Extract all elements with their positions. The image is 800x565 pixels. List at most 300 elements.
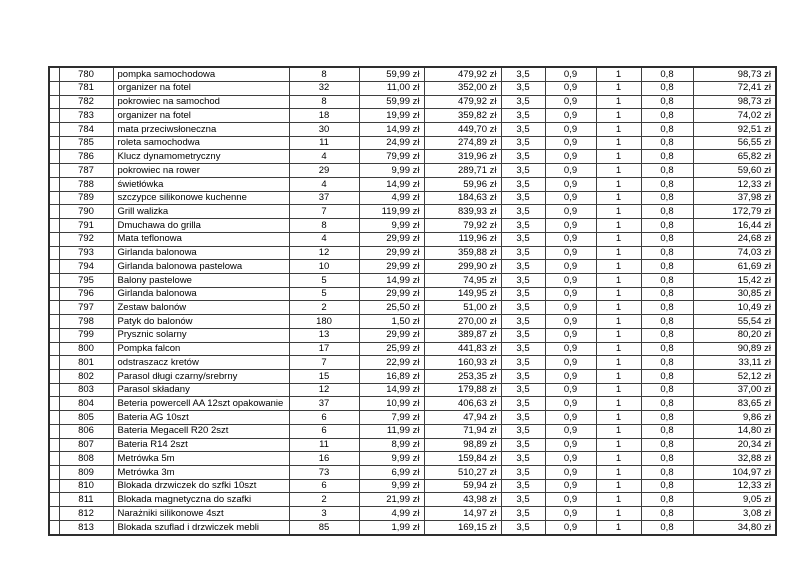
unit-price-cell: 7,99 zł [359, 411, 424, 425]
result-price-cell: 83,65 zł [693, 397, 776, 411]
spacer-cell [49, 424, 59, 438]
result-price-cell: 24,68 zł [693, 232, 776, 246]
factor3-cell: 1 [596, 369, 641, 383]
factor2-cell: 0,9 [545, 507, 596, 521]
table-row [49, 205, 776, 219]
factor3-cell: 1 [596, 383, 641, 397]
factor1-cell: 3,5 [501, 356, 545, 370]
table-row [49, 411, 776, 425]
result-price-cell: 37,00 zł [693, 383, 776, 397]
result-price-cell: 37,98 zł [693, 191, 776, 205]
product-name-cell: Mata teflonowa [113, 232, 289, 246]
total-price-cell: 389,87 zł [424, 328, 501, 342]
factor3-cell: 1 [596, 232, 641, 246]
product-name-cell: Patyk do balonów [113, 315, 289, 329]
product-name-cell: pompka samochodowa [113, 67, 289, 81]
result-price-cell: 34,80 zł [693, 520, 776, 535]
table-row [49, 493, 776, 507]
total-price-cell: 441,83 zł [424, 342, 501, 356]
unit-price-cell: 22,99 zł [359, 356, 424, 370]
result-price-cell: 55,54 zł [693, 315, 776, 329]
quantity-cell: 5 [289, 273, 359, 287]
spacer-cell [49, 109, 59, 123]
table-row [49, 150, 776, 164]
factor2-cell: 0,9 [545, 260, 596, 274]
unit-price-cell: 25,99 zł [359, 342, 424, 356]
quantity-cell: 8 [289, 67, 359, 81]
row-number-cell: 782 [59, 95, 113, 109]
table-row [49, 315, 776, 329]
factor1-cell: 3,5 [501, 205, 545, 219]
spacer-cell [49, 205, 59, 219]
spacer-cell [49, 328, 59, 342]
result-price-cell: 65,82 zł [693, 150, 776, 164]
factor3-cell: 1 [596, 136, 641, 150]
spacer-cell [49, 301, 59, 315]
row-number-cell: 797 [59, 301, 113, 315]
quantity-cell: 17 [289, 342, 359, 356]
factor1-cell: 3,5 [501, 287, 545, 301]
factor3-cell: 1 [596, 466, 641, 480]
product-name-cell: Klucz dynamometryczny [113, 150, 289, 164]
total-price-cell: 47,94 zł [424, 411, 501, 425]
spacer-cell [49, 260, 59, 274]
unit-price-cell: 25,50 zł [359, 301, 424, 315]
factor2-cell: 0,9 [545, 438, 596, 452]
quantity-cell: 4 [289, 150, 359, 164]
product-name-cell: Girlanda balonowa [113, 246, 289, 260]
unit-price-cell: 14,99 zł [359, 123, 424, 137]
factor2-cell: 0,9 [545, 452, 596, 466]
factor4-cell: 0,8 [641, 177, 693, 191]
total-price-cell: 14,97 zł [424, 507, 501, 521]
factor3-cell: 1 [596, 507, 641, 521]
factor2-cell: 0,9 [545, 95, 596, 109]
factor1-cell: 3,5 [501, 232, 545, 246]
result-price-cell: 12,33 zł [693, 177, 776, 191]
unit-price-cell: 6,99 zł [359, 466, 424, 480]
unit-price-cell: 9,99 zł [359, 452, 424, 466]
result-price-cell: 104,97 zł [693, 466, 776, 480]
factor4-cell: 0,8 [641, 328, 693, 342]
factor3-cell: 1 [596, 397, 641, 411]
unit-price-cell: 14,99 zł [359, 273, 424, 287]
spacer-cell [49, 191, 59, 205]
spacer-cell [49, 493, 59, 507]
unit-price-cell: 29,99 zł [359, 328, 424, 342]
factor4-cell: 0,8 [641, 356, 693, 370]
total-price-cell: 319,96 zł [424, 150, 501, 164]
factor1-cell: 3,5 [501, 493, 545, 507]
table-row [49, 424, 776, 438]
total-price-cell: 159,84 zł [424, 452, 501, 466]
unit-price-cell: 24,99 zł [359, 136, 424, 150]
row-number-cell: 783 [59, 109, 113, 123]
product-name-cell: Metrówka 3m [113, 466, 289, 480]
row-number-cell: 802 [59, 369, 113, 383]
factor1-cell: 3,5 [501, 369, 545, 383]
factor4-cell: 0,8 [641, 397, 693, 411]
table-row [49, 109, 776, 123]
spacer-cell [49, 507, 59, 521]
table-row [49, 136, 776, 150]
product-name-cell: świetłówka [113, 177, 289, 191]
result-price-cell: 92,51 zł [693, 123, 776, 137]
factor3-cell: 1 [596, 219, 641, 233]
factor3-cell: 1 [596, 315, 641, 329]
factor3-cell: 1 [596, 356, 641, 370]
spacer-cell [49, 397, 59, 411]
factor2-cell: 0,9 [545, 342, 596, 356]
total-price-cell: 59,96 zł [424, 177, 501, 191]
factor4-cell: 0,8 [641, 301, 693, 315]
result-price-cell: 10,49 zł [693, 301, 776, 315]
factor1-cell: 3,5 [501, 136, 545, 150]
total-price-cell: 274,89 zł [424, 136, 501, 150]
row-number-cell: 781 [59, 81, 113, 95]
row-number-cell: 803 [59, 383, 113, 397]
table-row [49, 452, 776, 466]
row-number-cell: 793 [59, 246, 113, 260]
quantity-cell: 8 [289, 219, 359, 233]
spacer-cell [49, 67, 59, 81]
spacer-cell [49, 219, 59, 233]
row-number-cell: 800 [59, 342, 113, 356]
result-price-cell: 98,73 zł [693, 67, 776, 81]
table-row [49, 342, 776, 356]
factor1-cell: 3,5 [501, 260, 545, 274]
product-name-cell: szczypce silikonowe kuchenne [113, 191, 289, 205]
quantity-cell: 15 [289, 369, 359, 383]
factor2-cell: 0,9 [545, 177, 596, 191]
row-number-cell: 796 [59, 287, 113, 301]
unit-price-cell: 11,00 zł [359, 81, 424, 95]
factor1-cell: 3,5 [501, 246, 545, 260]
factor2-cell: 0,9 [545, 424, 596, 438]
factor4-cell: 0,8 [641, 411, 693, 425]
unit-price-cell: 16,89 zł [359, 369, 424, 383]
factor3-cell: 1 [596, 287, 641, 301]
table-row [49, 356, 776, 370]
table-row [49, 95, 776, 109]
total-price-cell: 289,71 zł [424, 164, 501, 178]
quantity-cell: 11 [289, 438, 359, 452]
unit-price-cell: 14,99 zł [359, 383, 424, 397]
product-name-cell: organizer na fotel [113, 81, 289, 95]
product-name-cell: Parasol składany [113, 383, 289, 397]
unit-price-cell: 59,99 zł [359, 95, 424, 109]
product-name-cell: Blokada magnetyczna do szafki [113, 493, 289, 507]
factor4-cell: 0,8 [641, 466, 693, 480]
unit-price-cell: 1,99 zł [359, 520, 424, 535]
result-price-cell: 33,11 zł [693, 356, 776, 370]
total-price-cell: 71,94 zł [424, 424, 501, 438]
factor3-cell: 1 [596, 150, 641, 164]
factor3-cell: 1 [596, 246, 641, 260]
factor1-cell: 3,5 [501, 164, 545, 178]
factor1-cell: 3,5 [501, 466, 545, 480]
quantity-cell: 6 [289, 479, 359, 493]
quantity-cell: 37 [289, 397, 359, 411]
factor2-cell: 0,9 [545, 81, 596, 95]
row-number-cell: 789 [59, 191, 113, 205]
row-number-cell: 809 [59, 466, 113, 480]
row-number-cell: 786 [59, 150, 113, 164]
unit-price-cell: 29,99 zł [359, 260, 424, 274]
quantity-cell: 37 [289, 191, 359, 205]
spacer-cell [49, 95, 59, 109]
factor2-cell: 0,9 [545, 246, 596, 260]
spacer-cell [49, 232, 59, 246]
factor2-cell: 0,9 [545, 493, 596, 507]
result-price-cell: 9,86 zł [693, 411, 776, 425]
table-row [49, 123, 776, 137]
factor2-cell: 0,9 [545, 301, 596, 315]
unit-price-cell: 29,99 zł [359, 246, 424, 260]
spacer-cell [49, 164, 59, 178]
product-name-cell: Dmuchawa do grilla [113, 219, 289, 233]
table-row [49, 164, 776, 178]
factor2-cell: 0,9 [545, 123, 596, 137]
factor4-cell: 0,8 [641, 273, 693, 287]
total-price-cell: 160,93 zł [424, 356, 501, 370]
result-price-cell: 16,44 zł [693, 219, 776, 233]
product-name-cell: organizer na fotel [113, 109, 289, 123]
result-price-cell: 52,12 zł [693, 369, 776, 383]
factor4-cell: 0,8 [641, 287, 693, 301]
row-number-cell: 788 [59, 177, 113, 191]
result-price-cell: 72,41 zł [693, 81, 776, 95]
factor2-cell: 0,9 [545, 315, 596, 329]
factor4-cell: 0,8 [641, 383, 693, 397]
result-price-cell: 15,42 zł [693, 273, 776, 287]
factor4-cell: 0,8 [641, 232, 693, 246]
factor3-cell: 1 [596, 301, 641, 315]
total-price-cell: 59,94 zł [424, 479, 501, 493]
factor2-cell: 0,9 [545, 479, 596, 493]
quantity-cell: 2 [289, 301, 359, 315]
quantity-cell: 32 [289, 81, 359, 95]
table-row [49, 520, 776, 535]
factor2-cell: 0,9 [545, 136, 596, 150]
unit-price-cell: 21,99 zł [359, 493, 424, 507]
factor4-cell: 0,8 [641, 260, 693, 274]
table-row [49, 328, 776, 342]
factor1-cell: 3,5 [501, 150, 545, 164]
quantity-cell: 12 [289, 246, 359, 260]
total-price-cell: 449,70 zł [424, 123, 501, 137]
table-row [49, 67, 776, 81]
factor1-cell: 3,5 [501, 273, 545, 287]
factor3-cell: 1 [596, 81, 641, 95]
product-name-cell: Parasol długi czarny/srebrny [113, 369, 289, 383]
total-price-cell: 479,92 zł [424, 67, 501, 81]
row-number-cell: 804 [59, 397, 113, 411]
table-row [49, 383, 776, 397]
quantity-cell: 18 [289, 109, 359, 123]
row-number-cell: 784 [59, 123, 113, 137]
products-table [48, 66, 777, 536]
factor1-cell: 3,5 [501, 507, 545, 521]
total-price-cell: 839,93 zł [424, 205, 501, 219]
factor2-cell: 0,9 [545, 273, 596, 287]
total-price-cell: 359,82 zł [424, 109, 501, 123]
factor1-cell: 3,5 [501, 438, 545, 452]
factor1-cell: 3,5 [501, 342, 545, 356]
factor1-cell: 3,5 [501, 397, 545, 411]
quantity-cell: 4 [289, 232, 359, 246]
table-row [49, 260, 776, 274]
product-name-cell: Metrówka 5m [113, 452, 289, 466]
total-price-cell: 169,15 zł [424, 520, 501, 535]
factor2-cell: 0,9 [545, 356, 596, 370]
spacer-cell [49, 438, 59, 452]
spacer-cell [49, 315, 59, 329]
product-name-cell: Beteria powercell AA 12szt opakowanie [113, 397, 289, 411]
row-number-cell: 798 [59, 315, 113, 329]
unit-price-cell: 9,99 zł [359, 219, 424, 233]
product-name-cell: odstraszacz kretów [113, 356, 289, 370]
table-row [49, 466, 776, 480]
product-name-cell: roleta samochodwa [113, 136, 289, 150]
quantity-cell: 3 [289, 507, 359, 521]
table-row [49, 438, 776, 452]
product-name-cell: Bateria Megacell R20 2szt [113, 424, 289, 438]
spacer-cell [49, 452, 59, 466]
factor3-cell: 1 [596, 424, 641, 438]
row-number-cell: 785 [59, 136, 113, 150]
row-number-cell: 799 [59, 328, 113, 342]
product-name-cell: pokrowiec na samochod [113, 95, 289, 109]
factor3-cell: 1 [596, 109, 641, 123]
spacer-cell [49, 273, 59, 287]
factor3-cell: 1 [596, 493, 641, 507]
quantity-cell: 30 [289, 123, 359, 137]
spacer-cell [49, 369, 59, 383]
factor1-cell: 3,5 [501, 191, 545, 205]
factor1-cell: 3,5 [501, 81, 545, 95]
quantity-cell: 29 [289, 164, 359, 178]
spacer-cell [49, 287, 59, 301]
result-price-cell: 20,34 zł [693, 438, 776, 452]
spacer-cell [49, 342, 59, 356]
factor4-cell: 0,8 [641, 81, 693, 95]
factor3-cell: 1 [596, 273, 641, 287]
factor4-cell: 0,8 [641, 123, 693, 137]
unit-price-cell: 29,99 zł [359, 287, 424, 301]
factor4-cell: 0,8 [641, 424, 693, 438]
factor4-cell: 0,8 [641, 507, 693, 521]
spacer-cell [49, 466, 59, 480]
factor3-cell: 1 [596, 123, 641, 137]
total-price-cell: 179,88 zł [424, 383, 501, 397]
row-number-cell: 808 [59, 452, 113, 466]
quantity-cell: 73 [289, 466, 359, 480]
factor3-cell: 1 [596, 164, 641, 178]
spacer-cell [49, 520, 59, 535]
table-row [49, 369, 776, 383]
result-price-cell: 59,60 zł [693, 164, 776, 178]
product-name-cell: Girlanda balonowa pastelowa [113, 260, 289, 274]
factor4-cell: 0,8 [641, 315, 693, 329]
factor1-cell: 3,5 [501, 411, 545, 425]
row-number-cell: 805 [59, 411, 113, 425]
factor1-cell: 3,5 [501, 219, 545, 233]
factor4-cell: 0,8 [641, 95, 693, 109]
spacer-cell [49, 383, 59, 397]
factor4-cell: 0,8 [641, 369, 693, 383]
factor4-cell: 0,8 [641, 479, 693, 493]
factor2-cell: 0,9 [545, 205, 596, 219]
product-name-cell: mata przeciwsłoneczna [113, 123, 289, 137]
quantity-cell: 180 [289, 315, 359, 329]
row-number-cell: 807 [59, 438, 113, 452]
spacer-cell [49, 123, 59, 137]
unit-price-cell: 9,99 zł [359, 479, 424, 493]
factor2-cell: 0,9 [545, 150, 596, 164]
unit-price-cell: 59,99 zł [359, 67, 424, 81]
total-price-cell: 510,27 zł [424, 466, 501, 480]
row-number-cell: 812 [59, 507, 113, 521]
product-name-cell: Girlanda balonowa [113, 287, 289, 301]
result-price-cell: 12,33 zł [693, 479, 776, 493]
quantity-cell: 10 [289, 260, 359, 274]
product-name-cell: Prysznic solarny [113, 328, 289, 342]
factor4-cell: 0,8 [641, 219, 693, 233]
row-number-cell: 795 [59, 273, 113, 287]
product-name-cell: Blokada szuflad i drzwiczek mebli [113, 520, 289, 535]
unit-price-cell: 19,99 zł [359, 109, 424, 123]
row-number-cell: 813 [59, 520, 113, 535]
factor3-cell: 1 [596, 177, 641, 191]
factor3-cell: 1 [596, 452, 641, 466]
factor3-cell: 1 [596, 438, 641, 452]
factor3-cell: 1 [596, 95, 641, 109]
total-price-cell: 479,92 zł [424, 95, 501, 109]
quantity-cell: 85 [289, 520, 359, 535]
product-name-cell: Narażniki silikonowe 4szt [113, 507, 289, 521]
factor3-cell: 1 [596, 520, 641, 535]
total-price-cell: 184,63 zł [424, 191, 501, 205]
spacer-cell [49, 411, 59, 425]
table-row [49, 246, 776, 260]
factor3-cell: 1 [596, 328, 641, 342]
quantity-cell: 2 [289, 493, 359, 507]
spacer-cell [49, 177, 59, 191]
result-price-cell: 14,80 zł [693, 424, 776, 438]
row-number-cell: 792 [59, 232, 113, 246]
factor3-cell: 1 [596, 260, 641, 274]
unit-price-cell: 11,99 zł [359, 424, 424, 438]
factor4-cell: 0,8 [641, 342, 693, 356]
factor4-cell: 0,8 [641, 205, 693, 219]
row-number-cell: 811 [59, 493, 113, 507]
unit-price-cell: 9,99 zł [359, 164, 424, 178]
factor2-cell: 0,9 [545, 164, 596, 178]
row-number-cell: 790 [59, 205, 113, 219]
result-price-cell: 74,03 zł [693, 246, 776, 260]
factor4-cell: 0,8 [641, 164, 693, 178]
quantity-cell: 8 [289, 95, 359, 109]
result-price-cell: 61,69 zł [693, 260, 776, 274]
result-price-cell: 30,85 zł [693, 287, 776, 301]
quantity-cell: 13 [289, 328, 359, 342]
table-row [49, 81, 776, 95]
row-number-cell: 787 [59, 164, 113, 178]
factor4-cell: 0,8 [641, 438, 693, 452]
total-price-cell: 352,00 zł [424, 81, 501, 95]
quantity-cell: 7 [289, 356, 359, 370]
